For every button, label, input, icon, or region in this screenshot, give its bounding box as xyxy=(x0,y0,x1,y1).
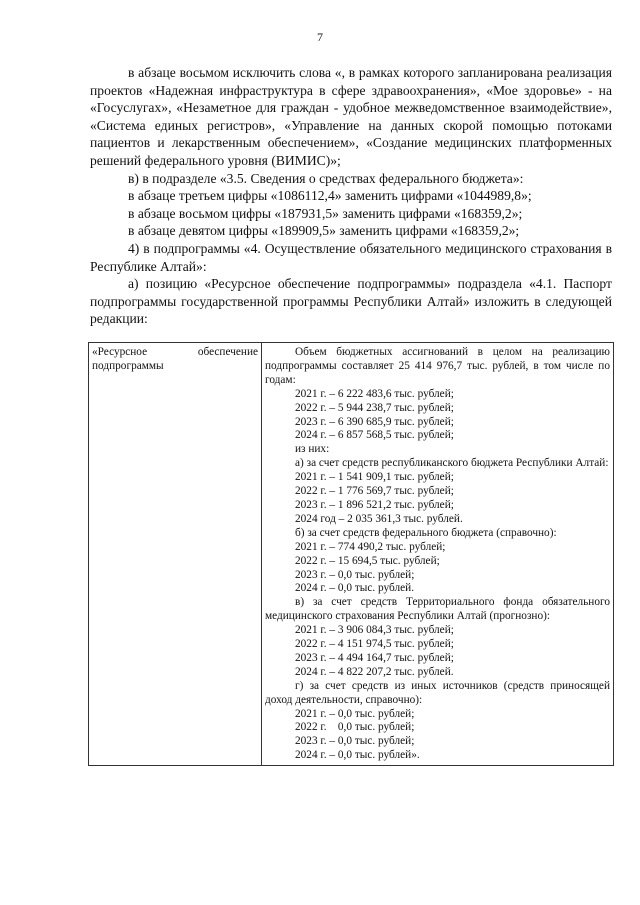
year-line: 2022 г. – 5 944 238,7 тыс. рублей; xyxy=(295,401,454,414)
year-line: 2024 г. – 6 857 568,5 тыс. рублей; xyxy=(295,429,454,442)
year-line: 2022 г. – 1 776 569,7 тыс. рублей; xyxy=(295,485,454,498)
of-which-label: из них: xyxy=(295,443,330,456)
resource-table xyxy=(88,342,614,766)
funding-intro: Объем бюджетных ассигнований в целом на реализацию подпрограммы составляет 25 414 976,7 тыс. рублей, в том числе по годам: xyxy=(265,346,610,386)
paragraph: в абзаце восьмом цифры «187931,5» заменить цифрами «168359,2»; xyxy=(128,205,523,221)
table-left-cell: «Ресурсное обеспечение подпрограммы xyxy=(89,343,262,766)
year-line: 2023 г. – 0,0 тыс. рублей; xyxy=(295,735,415,748)
year-line: 2021 г. – 774 490,2 тыс. рублей; xyxy=(295,540,446,553)
paragraph: в) в подразделе «3.5. Сведения о средствах федерального бюджета»: xyxy=(128,170,524,186)
year-line: 2021 г. – 1 541 909,1 тыс. рублей; xyxy=(295,471,454,484)
year-line: 2022 г. 0,0 тыс. рублей; xyxy=(295,721,415,734)
year-line: 2024 г. – 4 822 207,2 тыс. рублей. xyxy=(295,665,454,678)
year-line: 2023 г. – 1 896 521,2 тыс. рублей; xyxy=(295,498,454,511)
source-heading-c: в) за счет средств Территориального фонда обязательного медицинского страхования Республики Алтай (прогнозно): xyxy=(265,596,610,623)
year-line: 2021 г. – 0,0 тыс. рублей; xyxy=(295,707,415,720)
source-heading-a: а) за счет средств республиканского бюджета Республики Алтай: xyxy=(295,457,609,470)
year-line: 2023 г. – 4 494 164,7 тыс. рублей; xyxy=(295,651,454,664)
source-heading-b: б) за счет средств федерального бюджета (справочно): xyxy=(295,526,557,539)
year-line: 2022 г. – 4 151 974,5 тыс. рублей; xyxy=(295,638,454,651)
table-row xyxy=(89,343,614,766)
paragraph: в абзаце девятом цифры «189909,5» заменить цифрами «168359,2»; xyxy=(128,223,520,239)
year-line: 2021 г. – 3 906 084,3 тыс. рублей; xyxy=(295,624,454,637)
document-body xyxy=(90,64,612,328)
paragraph: а) позицию «Ресурсное обеспечение подпрограммы» подраздела «4.1. Паспорт подпрограммы государственной программы Республики Алтай» изложить в следующей редакции: xyxy=(90,276,612,327)
year-line: 2024 год – 2 035 361,3 тыс. рублей. xyxy=(295,512,463,525)
year-line: 2023 г. – 6 390 685,9 тыс. рублей; xyxy=(295,415,454,428)
page-number: 7 xyxy=(317,30,323,44)
table-right-cell xyxy=(262,343,614,766)
year-line: 2023 г. – 0,0 тыс. рублей; xyxy=(295,568,415,581)
paragraph: в абзаце восьмом исключить слова «, в рамках которого запланирована реализация проектов «Надежная инфраструктура в сфере здравоохранения», «Мое здоровье» - на «Госуслугах», «Незаметное для граждан - удобное межведомственное взаимодействие», «Система единых регистров», «Управление на данных скорой помощью потоками пациентов и лекарственным обеспечением», «Создание медицинских платформенных решений федерального уровня (ВИМИС)»; xyxy=(90,65,612,168)
year-line: 2021 г. – 6 222 483,6 тыс. рублей; xyxy=(295,387,454,400)
year-line: 2024 г. – 0,0 тыс. рублей». xyxy=(295,749,420,762)
year-line: 2022 г. – 15 694,5 тыс. рублей; xyxy=(295,554,440,567)
source-heading-d: г) за счет средств из иных источников (средств приносящей доход деятельности, справочно): xyxy=(265,679,610,706)
year-line: 2024 г. – 0,0 тыс. рублей. xyxy=(295,582,415,595)
paragraph: 4) в подпрограммы «4. Осуществление обязательного медицинского страхования в Республике Алтай»: xyxy=(90,240,612,274)
paragraph: в абзаце третьем цифры «1086112,4» заменить цифрами «1044989,8»; xyxy=(128,188,532,204)
